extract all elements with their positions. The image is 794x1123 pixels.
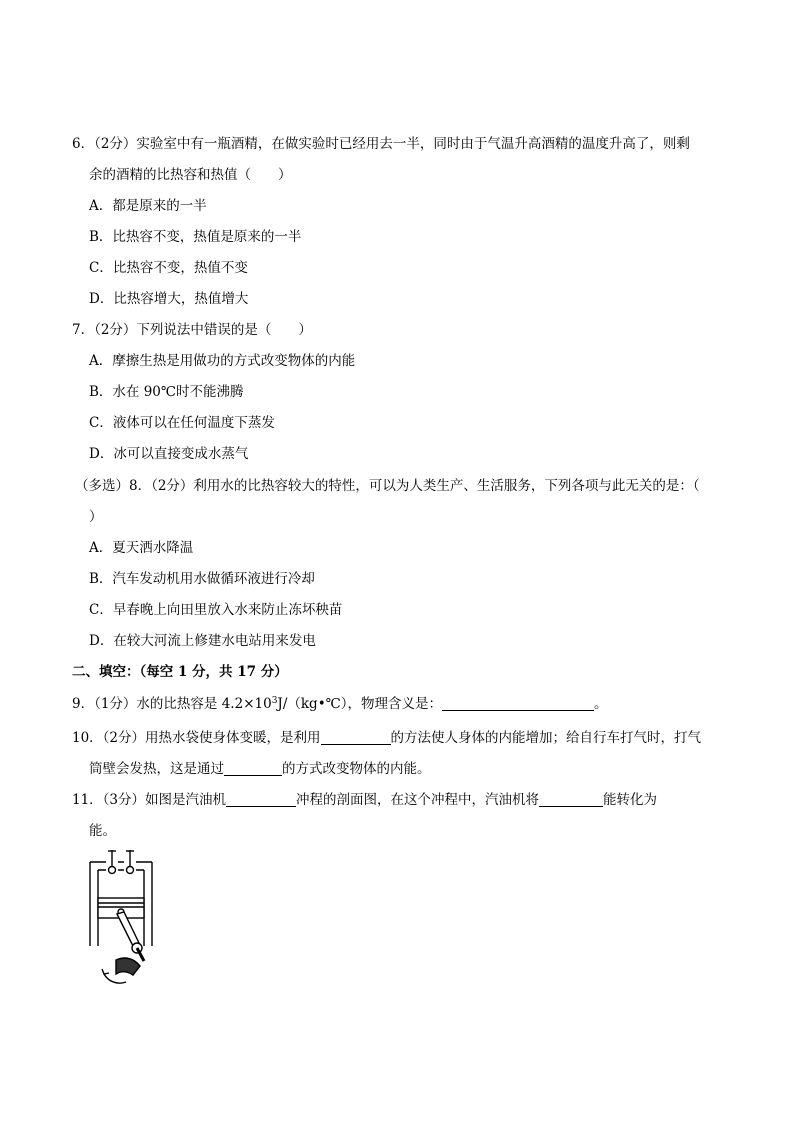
q6-option-c: C．比热容不变，热值不变 bbox=[89, 260, 248, 276]
q8-option-c: C．早春晚上向田里放入水来防止冻坏秧苗 bbox=[89, 602, 343, 618]
q9-end: 。 bbox=[594, 696, 608, 712]
q7-option-c: C．液体可以在任何温度下蒸发 bbox=[89, 415, 275, 431]
q7-option-a: A．摩擦生热是用做功的方式改变物体的内能 bbox=[89, 353, 356, 369]
q11-part2: 冲程的剖面图，在这个冲程中，汽油机将 bbox=[296, 792, 540, 808]
engine-cylinder-icon bbox=[86, 848, 166, 984]
q11-part1: 11．（3分）如图是汽油机 bbox=[72, 792, 227, 808]
q6-option-d: D．比热容增大，热值增大 bbox=[89, 291, 249, 307]
q9-exponent: 3 bbox=[271, 696, 278, 706]
q10-part1: 10．（2分）用热水袋使身体变暖，是利用 bbox=[72, 730, 321, 746]
q10-blank-1[interactable] bbox=[321, 730, 391, 745]
q9-prefix: 9．（1分）水的比热容是 4.2×10 bbox=[72, 696, 272, 712]
q10-part3: 筒壁会发热，这是通过 bbox=[89, 761, 224, 777]
q11-line1 bbox=[72, 790, 657, 810]
section-heading: 二、填空：（每空 1 分，共 17 分） bbox=[72, 664, 288, 680]
q11-blank-1[interactable] bbox=[226, 792, 296, 807]
q9-answer-blank[interactable] bbox=[442, 696, 594, 711]
q8-option-a: A．夏天洒水降温 bbox=[89, 540, 194, 556]
q11-part3: 能转化为 bbox=[603, 792, 658, 808]
q10-line1 bbox=[72, 728, 701, 748]
q9-line bbox=[72, 694, 608, 714]
q11-blank-2[interactable] bbox=[539, 792, 603, 807]
q11-part4: 能。 bbox=[89, 823, 116, 839]
q11-line2 bbox=[89, 821, 116, 841]
q7-stem: 7．（2分）下列说法中错误的是（ ） bbox=[72, 322, 312, 338]
q10-blank-2[interactable] bbox=[224, 761, 282, 776]
q6-option-b: B．比热容不变，热值是原来的一半 bbox=[89, 229, 302, 245]
q10-part2: 的方法使人身体的内能增加；给自行车打气时，打气 bbox=[390, 730, 702, 746]
q8-stem-line2: ） bbox=[89, 509, 103, 525]
q10-line2 bbox=[89, 759, 431, 779]
q6-stem-line2: 余的酒精的比热容和热值（ ） bbox=[89, 167, 292, 183]
q10-part4: 的方式改变物体的内能。 bbox=[282, 761, 431, 777]
q6-stem-line1: 6．（2分）实验室中有一瓶酒精，在做实验时已经用去一半，同时由于气温升高酒精的温度升高了，则剩 bbox=[72, 136, 690, 152]
q8-option-b: B．汽车发动机用水做循环液进行冷却 bbox=[89, 571, 315, 587]
q9-suffix: J/（kg•℃），物理含义是： bbox=[277, 696, 443, 712]
q7-option-d: D．冰可以直接变成水蒸气 bbox=[89, 446, 249, 462]
q8-option-d: D．在较大河流上修建水电站用来发电 bbox=[89, 633, 316, 649]
q8-stem-line1: （多选）8．（2分）利用水的比热容较大的特性，可以为人类生产、生活服务，下列各项与此无关的是：（ bbox=[75, 478, 700, 494]
q7-option-b: B．水在 90℃时不能沸腾 bbox=[89, 384, 244, 400]
q6-option-a: A．都是原来的一半 bbox=[89, 198, 207, 214]
